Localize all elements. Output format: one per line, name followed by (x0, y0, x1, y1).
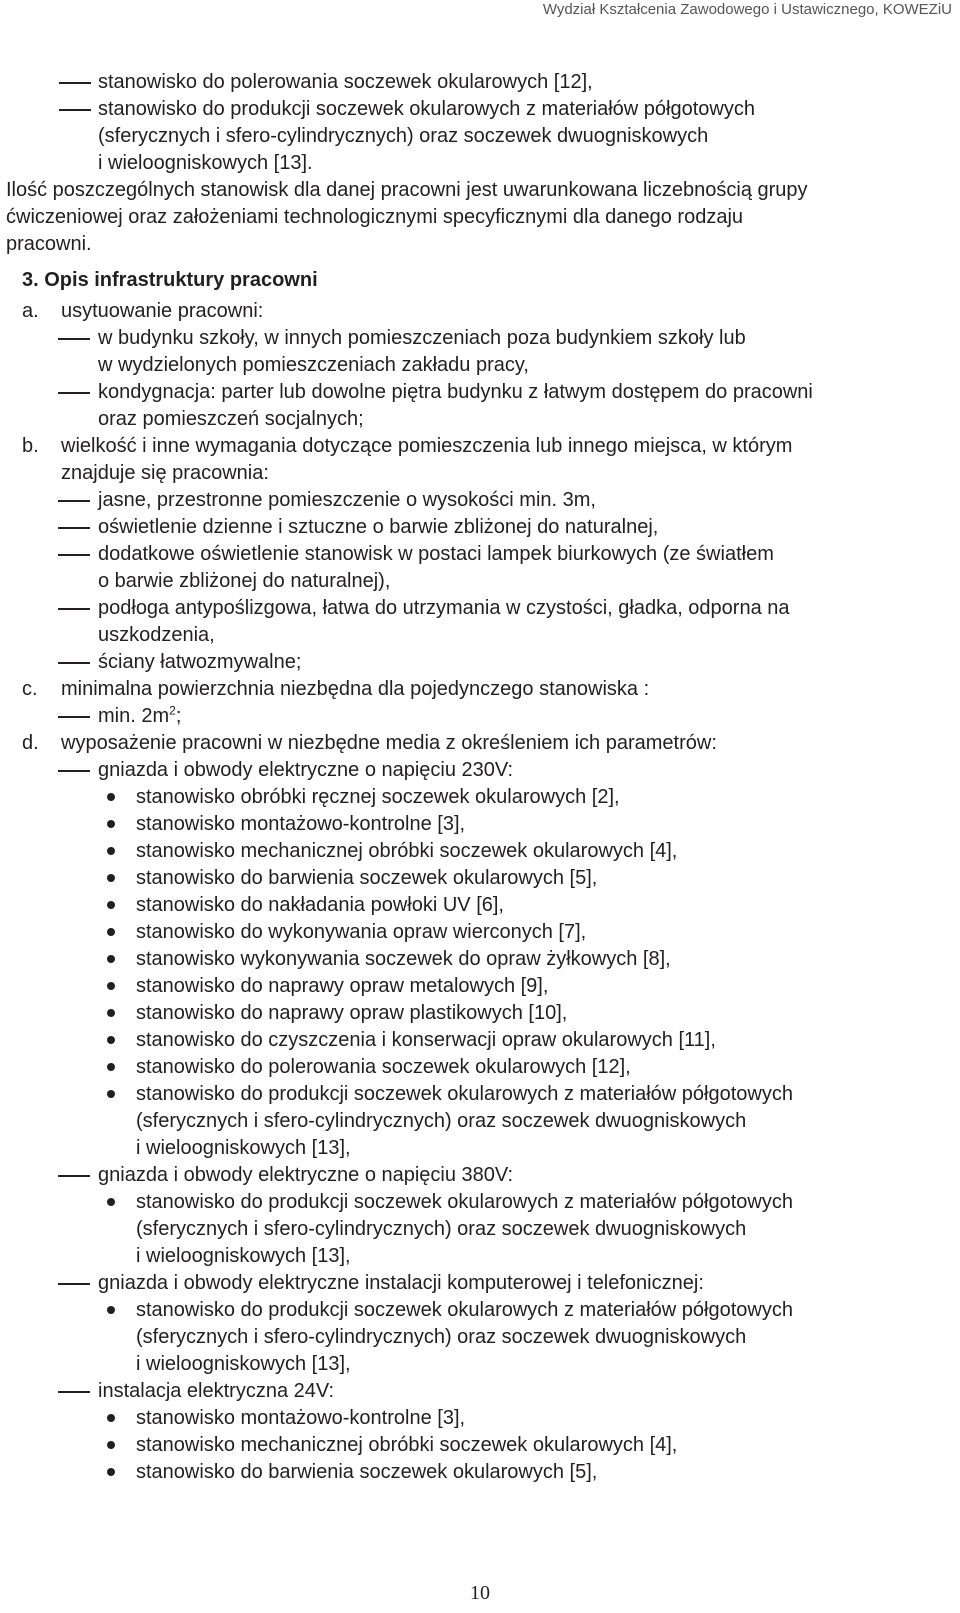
bullet-icon (107, 1468, 115, 1476)
bullet-item: stanowisko do produkcji soczewek okularowych z materiałów półgotowych (6, 1081, 936, 1108)
dash-marker (58, 662, 90, 664)
section-a: a. usytuowanie pracowni: (6, 298, 936, 325)
bullet-icon (107, 1441, 115, 1449)
section-letter: c. (22, 678, 38, 700)
dash-marker (58, 392, 90, 394)
bullet-icon (107, 928, 115, 936)
bullet-item: stanowisko montażowo-kontrolne [3], (6, 1405, 936, 1432)
dash-marker (58, 1391, 90, 1393)
bullet-icon (107, 1198, 115, 1206)
list-item: min. $2m^2$; (6, 703, 936, 730)
bullet-icon (107, 1063, 115, 1071)
section-b: b. wielkość i inne wymagania dotyczące pomieszczenia lub innego miejsca, w którym (6, 433, 936, 460)
bullet-item-continuation: i wieloogniskowych [13], (136, 1137, 351, 1159)
media-group-label: instalacja elektryczna 24V: (6, 1378, 936, 1405)
bullet-item: stanowisko do produkcji soczewek okularowych z materiałów półgotowych (6, 1189, 936, 1216)
section-d: d. wyposażenie pracowni w niezbędne media z określeniem ich parametrów: (6, 730, 936, 757)
bullet-icon (107, 1036, 115, 1044)
bullet-icon (107, 1414, 115, 1422)
bullet-item: stanowisko do naprawy opraw plastikowych [10], (6, 1000, 936, 1027)
bullet-icon (107, 793, 115, 801)
dash-marker (58, 338, 90, 340)
media-group-label: gniazda i obwody elektryczne o napięciu 380V: (6, 1162, 936, 1189)
bullet-item: stanowisko montażowo-kontrolne [3], (6, 811, 936, 838)
dash-marker (58, 770, 90, 772)
bullet-item: stanowisko obróbki ręcznej soczewek okularowych [2], (6, 784, 936, 811)
page-number: 10 (470, 1582, 490, 1604)
bullet-icon (107, 982, 115, 990)
media-groups (6, 757, 936, 1486)
bullet-icon (107, 1090, 115, 1098)
bullet-item-continuation: (sferycznych i sfero-cylindrycznych) oraz soczewek dwuogniskowych (136, 1218, 747, 1240)
bullet-icon (107, 1306, 115, 1314)
dash-marker (58, 608, 90, 610)
dash-marker (59, 109, 91, 111)
dash-marker (58, 1283, 90, 1285)
list-item: ściany łatwozmywalne; (6, 649, 936, 676)
bullet-icon (107, 874, 115, 882)
bullet-item: stanowisko wykonywania soczewek do opraw żyłkowych [8], (6, 946, 936, 973)
document-body: stanowisko do polerowania soczewek okularowych [12], stanowisko do produkcji soczewek okularowych z materiałów półgotowych (sferycznych i sfero-cylindrycznych) oraz soczewek dwuogniskowych i wieloogniskowych [13]. Ilość poszczególnych stanowisk dla danej pracowni jest uwarunkowana liczebnością grupy ćwiczeniowej oraz założeniami technologicznymi specyficznymi dla danego rodzaju pracowni. 3. Opis infrastruktury pracowni a. usytuowanie pracowni: w budynku szkoły, w innych pomieszczeniach poza budynkiem szkoły lub w wydzielonych pomieszczeniach zakładu pracy, kondygnacja: parter lub dowolne piętra budynku z łatwym dostępem do pracowni oraz pomieszczeń socjalnych; b. wielkość i inne wymagania dotyczące pomieszczenia lub innego miejsca, w którym znajduje się pracownia: jasne, przestronne pomieszczenie o wysokości min. 3m, oświetlenie dzienne i sztuczne o barwie zbliżonej do naturalnej, dodatkowe oświetlenie stanowisk w postaci lampek biurkowych (ze światłem o barwie zbliżonej do naturalnej), podłoga antypoślizgowa, łatwa do utrzymania w czystości, gładka, odporna na uszkodzenia, ściany łatwozmywalne; c. minimalna powierzchnia niezbędna dla pojedynczego stanowiska : min. $2m^2$; d. wyposażenie pracowni w niezbędne media z określeniem ich parametrów: gniazda i obwody elektryczne o napięciu 230V: stanowisko obróbki ręcznej soczewek okularowych [2], stanowisko montażowo-kontrolne [3], stanowisko mechanicznej obróbki soczewek okularowych [4], stanowisko do barwienia soczewek okularowych [5], stanowisko do nakładania powłoki UV [6], stanowisko do wykonywania opraw wierconych [7], stanowisko wykonywania soczewek do opraw żyłkowych [8], stanowisko do naprawy opraw metalowych [9], stanowisko do naprawy opraw plastikowych [10], stanowisko do czyszczenia i konserwacji opraw okularowych [11], stanowisko do polerowania soczewek okularowych [12], stanowisko do produkcji soczewek okularowych z materiałów półgotowych (sferycznych i sfero-cylindrycznych) oraz soczewek dwuogniskowych i wieloogniskowych [13], gniazda i obwody elektryczne o napięciu 380V: stanowisko do produkcji soczewek okularowych z materiałów półgotowych (sferycznych i sfero-cylindrycznych) oraz soczewek dwuogniskowych i wieloogniskowych [13], gniazda i obwody elektryczne instalacji komputerowej i telefonicznej: stanowisko do produkcji soczewek okularowych z materiałów półgotowych (sferycznych i sfero-cylindrycznych) oraz soczewek dwuogniskowych i wieloogniskowych [13], instalacja elektryczna 24V: stanowisko montażowo-kontrolne [3], stanowisko mechanicznej obróbki soczewek okularowych [4], stanowisko do barwienia soczewek okularowych [5], (6, 69, 936, 1486)
list-item-continuation: (sferycznych i sfero-cylindrycznych) oraz soczewek dwuogniskowych (98, 125, 709, 147)
bullet-icon (107, 955, 115, 963)
bullet-icon (107, 901, 115, 909)
bullet-item: stanowisko do czyszczenia i konserwacji opraw okularowych [11], (6, 1027, 936, 1054)
bullet-item: stanowisko do produkcji soczewek okularowych z materiałów półgotowych (6, 1297, 936, 1324)
list-item: kondygnacja: parter lub dowolne piętra budynku z łatwym dostępem do pracowni (6, 379, 936, 406)
bullet-item: stanowisko do barwienia soczewek okularowych [5], (6, 865, 936, 892)
page-header: Wydział Kształcenia Zawodowego i Ustawicznego, KOWEZiU (542, 1, 952, 18)
list-item: dodatkowe oświetlenie stanowisk w postaci lampek biurkowych (ze światłem (6, 541, 936, 568)
list-item: jasne, przestronne pomieszczenie o wysokości min. 3m, (6, 487, 936, 514)
bullet-item: stanowisko do naprawy opraw metalowych [9], (6, 973, 936, 1000)
bullet-item: stanowisko mechanicznej obróbki soczewek okularowych [4], (6, 838, 936, 865)
list-item: stanowisko do polerowania soczewek okularowych [12], (6, 69, 936, 96)
list-item-continuation: i wieloogniskowych [13]. (98, 152, 313, 174)
bullet-item: stanowisko do wykonywania opraw wierconych [7], (6, 919, 936, 946)
media-group-label: gniazda i obwody elektryczne instalacji komputerowej i telefonicznej: (6, 1270, 936, 1297)
top-dash-list (6, 69, 936, 177)
list-item: podłoga antypoślizgowa, łatwa do utrzymania w czystości, gładka, odporna na (6, 595, 936, 622)
bullet-item-continuation: (sferycznych i sfero-cylindrycznych) oraz soczewek dwuogniskowych (136, 1326, 747, 1348)
bullet-icon (107, 820, 115, 828)
paragraph: Ilość poszczególnych stanowisk dla danej pracowni jest uwarunkowana liczebnością grupy ćwiczeniowej oraz założeniami technologicznymi specyficznymi dla danego rodzaju pracowni. (6, 179, 808, 255)
dash-marker (58, 527, 90, 529)
section-c: c. minimalna powierzchnia niezbędna dla pojedynczego stanowiska : (6, 676, 936, 703)
list-item: w budynku szkoły, w innych pomieszczeniach poza budynkiem szkoły lub (6, 325, 936, 352)
list-item: oświetlenie dzienne i sztuczne o barwie zbliżonej do naturalnej, (6, 514, 936, 541)
section-letter: a. (22, 300, 39, 322)
section-heading: 3. Opis infrastruktury pracowni (22, 269, 318, 291)
bullet-item: stanowisko do nakładania powłoki UV [6], (6, 892, 936, 919)
bullet-icon (107, 1009, 115, 1017)
bullet-item-continuation: (sferycznych i sfero-cylindrycznych) oraz soczewek dwuogniskowych (136, 1110, 747, 1132)
section-letter: b. (22, 435, 39, 457)
dash-marker (58, 500, 90, 502)
bullet-icon (107, 847, 115, 855)
bullet-item: stanowisko do polerowania soczewek okularowych [12], (6, 1054, 936, 1081)
dash-marker (58, 716, 90, 718)
dash-marker (58, 1175, 90, 1177)
bullet-item: stanowisko do barwienia soczewek okularowych [5], (6, 1459, 936, 1486)
bullet-item: stanowisko mechanicznej obróbki soczewek okularowych [4], (6, 1432, 936, 1459)
dash-marker (59, 82, 91, 84)
bullet-item-continuation: i wieloogniskowych [13], (136, 1245, 351, 1267)
bullet-item-continuation: i wieloogniskowych [13], (136, 1353, 351, 1375)
list-item: stanowisko do produkcji soczewek okularowych z materiałów półgotowych (6, 96, 936, 123)
dash-marker (58, 554, 90, 556)
section-letter: d. (22, 732, 39, 754)
media-group-label: gniazda i obwody elektryczne o napięciu 230V: (6, 757, 936, 784)
